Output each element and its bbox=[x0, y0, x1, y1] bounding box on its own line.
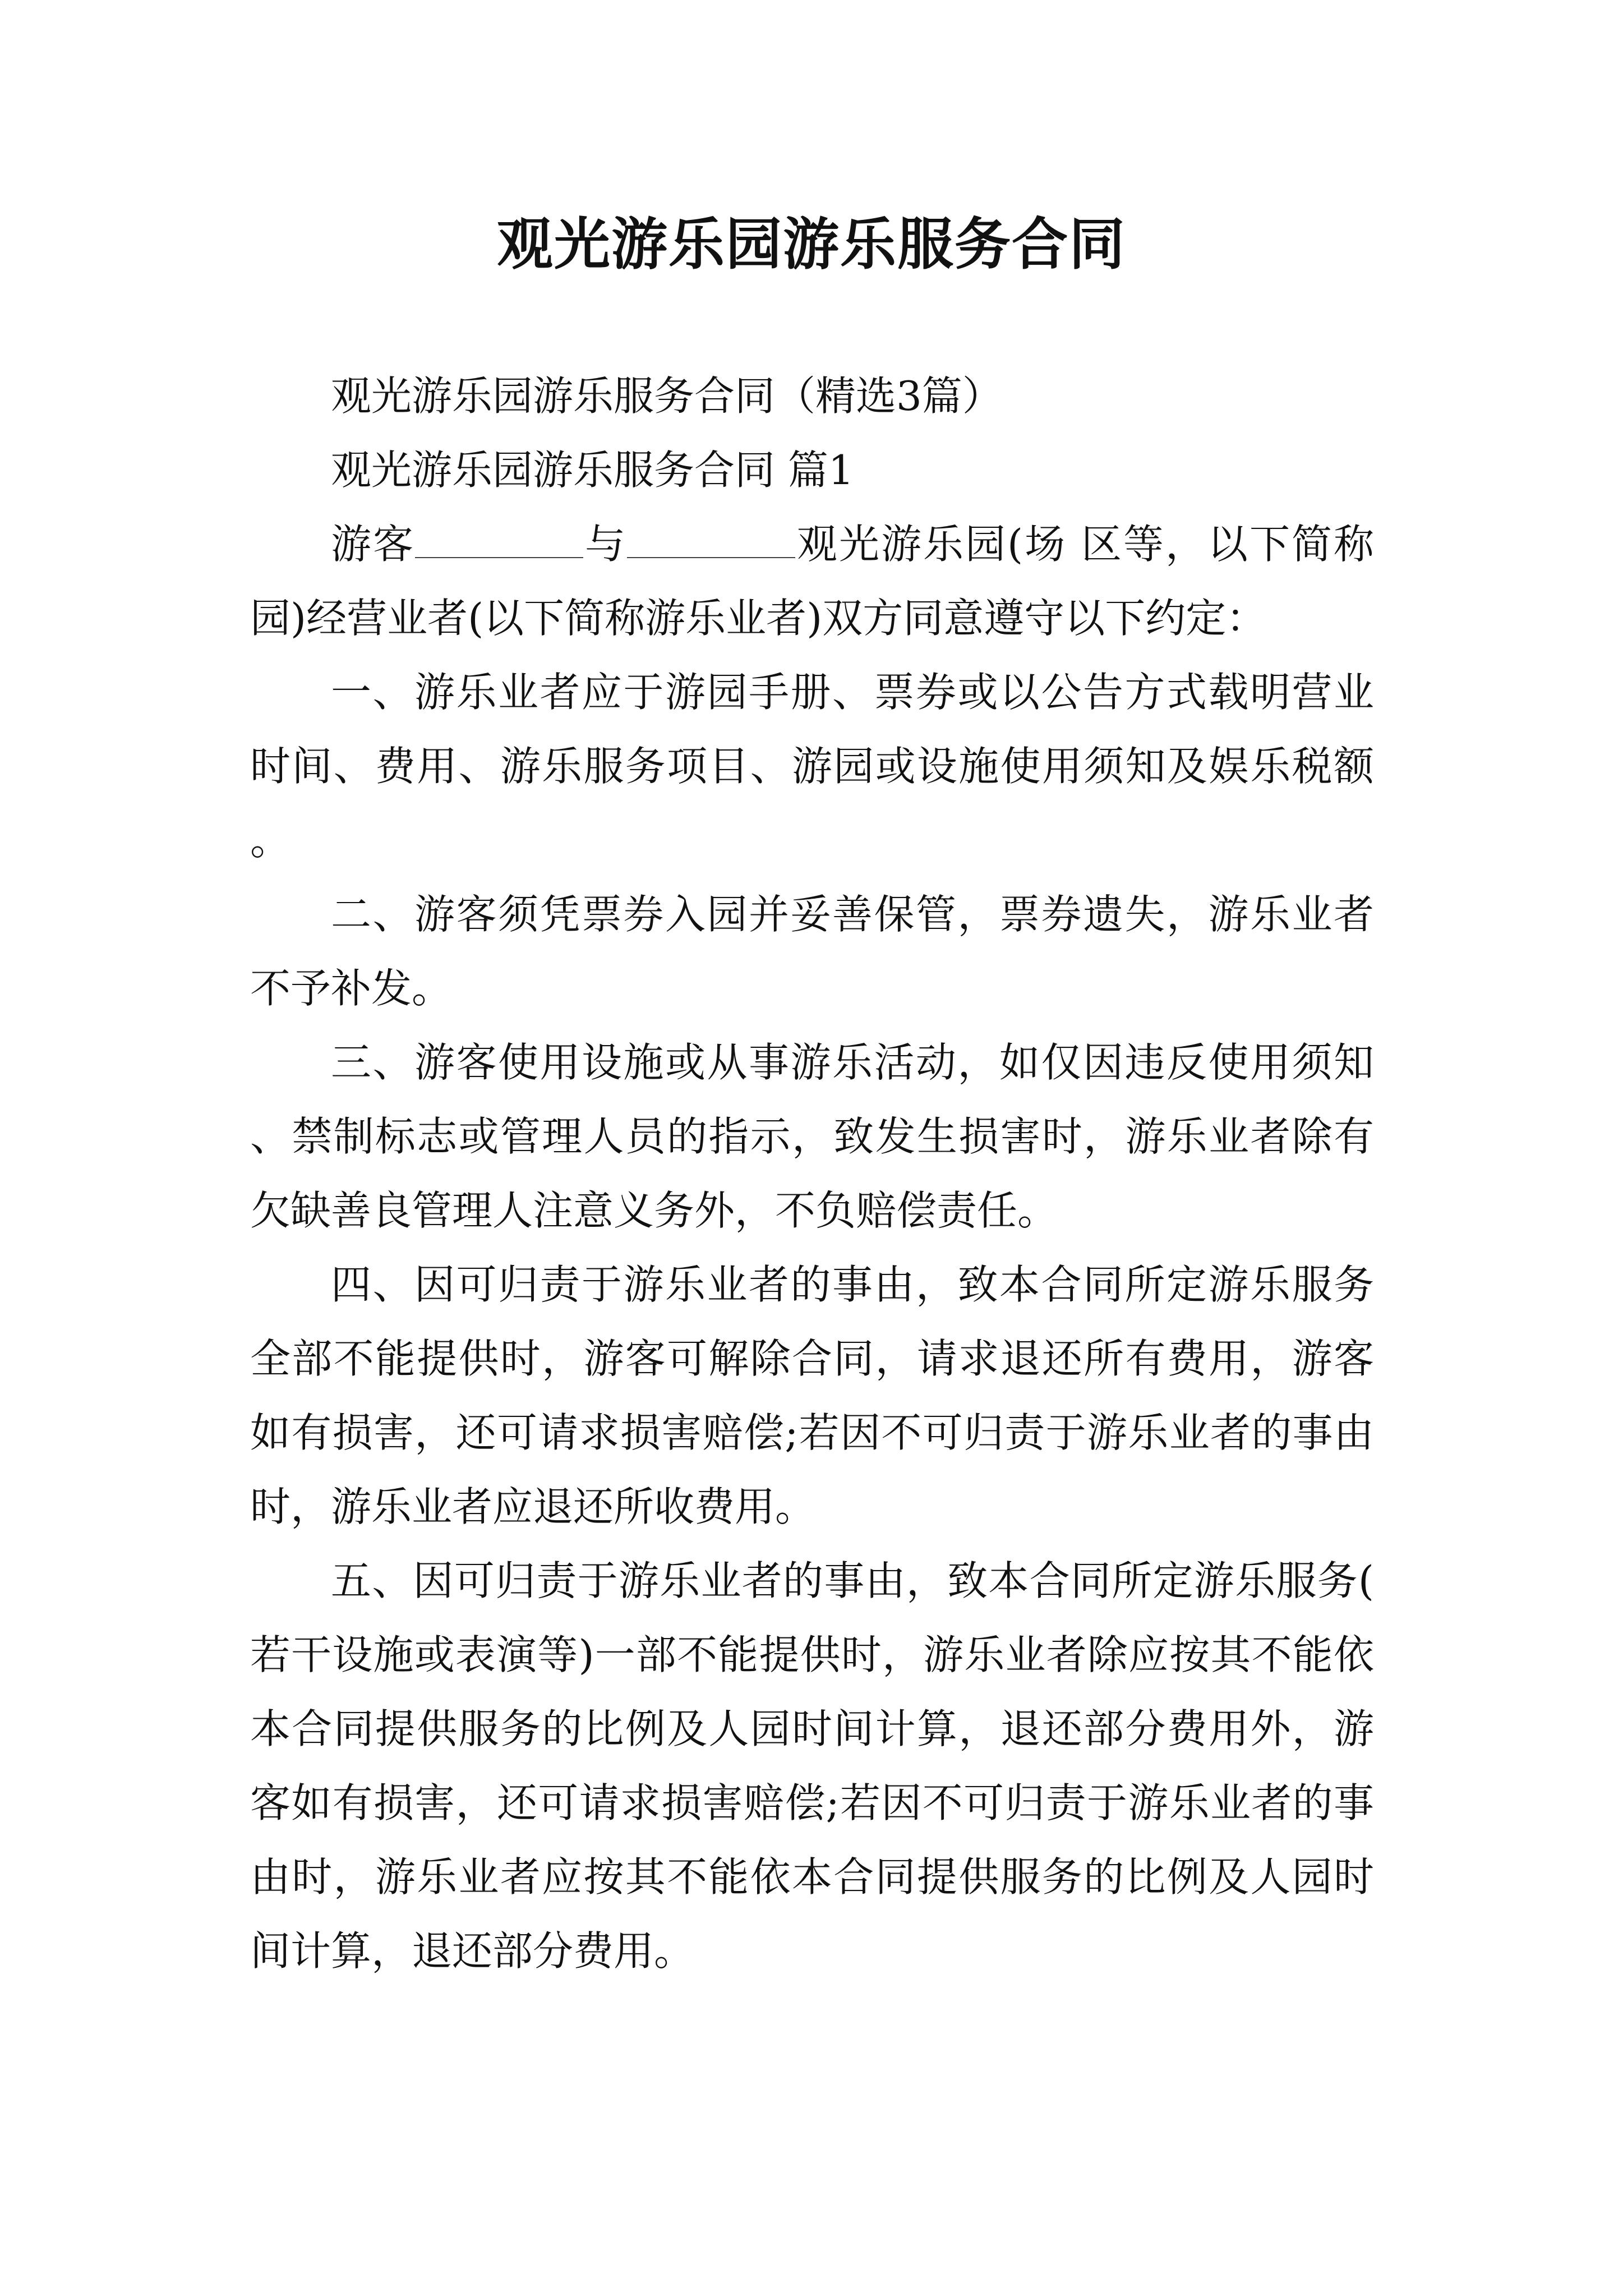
clause-3: 三、游客使用设施或从事游乐活动，如仅因违反使用须知、禁制标志或管理人员的指示，致发生损害时，游乐业者除有欠缺善良管理人注意义务外，不负赔偿责任。 bbox=[250, 1039, 1374, 1234]
clause-2: 二、游客须凭票券入园并妥善保管，票券遗失，游乐业者不予补发。 bbox=[250, 891, 1374, 1012]
document-title: 观光游乐园游乐服务合同 bbox=[497, 211, 1126, 277]
document-body bbox=[250, 359, 1374, 1988]
clause-4: 四、因可归责于游乐业者的事由，致本合同所定游乐服务全部不能提供时，游客可解除合同，请求退还所有费用，游客如有损害，还可请求损害赔偿;若因不可归责于游乐业者的事由时，游乐业者应退还所收费用。 bbox=[250, 1261, 1374, 1530]
intro-mid: 与 bbox=[583, 521, 627, 568]
intro-paragraph bbox=[250, 507, 1374, 655]
visitor-name-blank bbox=[415, 523, 583, 558]
section-heading: 观光游乐园游乐服务合同 篇1 bbox=[331, 447, 854, 494]
document-subtitle: 观光游乐园游乐服务合同（精选3篇） bbox=[331, 372, 1003, 420]
park-name-blank bbox=[627, 523, 795, 558]
clause-5: 五、因可归责于游乐业者的事由，致本合同所定游乐服务(若干设施或表演等)一部不能提供时，游乐业者除应按其不能依本合同提供服务的比例及人园时间计算，退还部分费用外，游客如有损害，还可请求损害赔偿;若因不可归责于游乐业者的事由时，游乐业者应按其不能依本合同提供服务的比例及人园时间计算，退还部分费用。 bbox=[250, 1557, 1374, 1975]
intro-suffix: 观光游乐园(场 区等，以下简称园)经营业者(以下简称游乐业者)双方同意遵守以下约定： bbox=[250, 521, 1374, 642]
clause-1: 一、游乐业者应于游园手册、票券或以公告方式载明营业时间、费用、游乐服务项目、游园或设施使用须知及娱乐税额。 bbox=[250, 669, 1374, 864]
intro-prefix: 游客 bbox=[331, 521, 415, 568]
